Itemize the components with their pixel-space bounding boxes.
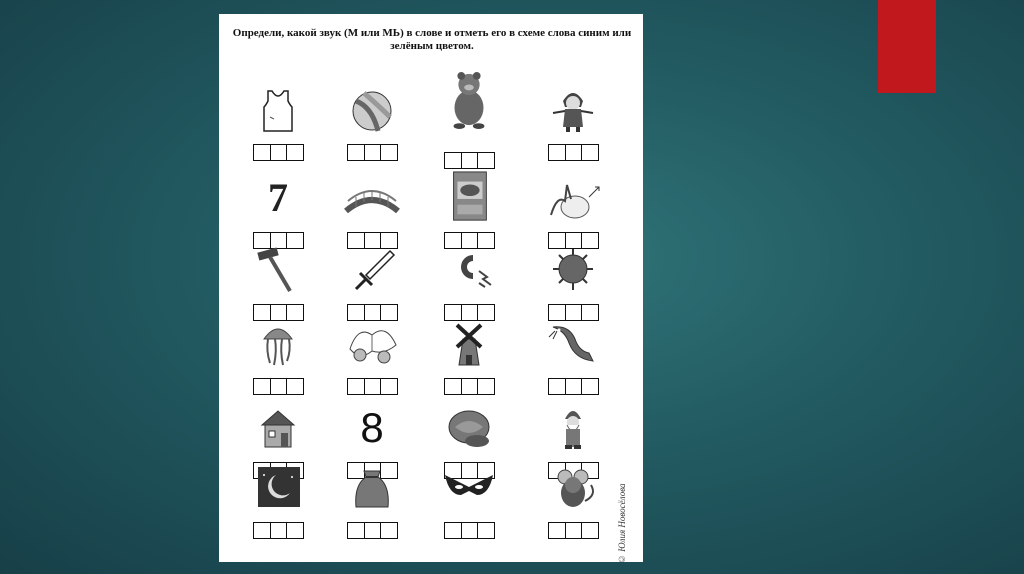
hammer-icon [248,246,308,294]
raspberry-icon [342,320,402,368]
item-seven [233,174,323,250]
item-raspberry [327,320,417,396]
bridge-icon [342,174,402,222]
sound-scheme[interactable] [253,378,304,395]
sound-scheme[interactable] [347,522,398,539]
item-windmill [424,320,514,396]
worksheet-title: Определи, какой звук (М или МЬ) в слове и отметь его в схеме слова синим или зелёным цветом. [232,27,632,52]
item-sword [327,246,417,322]
house-icon [248,404,308,452]
mask-icon [439,464,499,512]
item-magnet [424,246,514,322]
beach-ball-icon [342,86,402,134]
sound-scheme[interactable] [548,304,599,321]
sound-scheme[interactable] [548,144,599,161]
item-soap [424,169,514,245]
red-accent-bar [878,0,936,93]
bear-icon [439,70,499,130]
item-hammer [233,246,323,322]
item-mask [424,464,514,540]
catfish-icon [543,320,603,368]
sound-scheme[interactable] [548,378,599,395]
windmill-icon [439,320,499,368]
author-signature: © Юлия Новосёлова [617,483,627,564]
sound-scheme[interactable] [253,304,304,321]
sack-icon [342,464,402,512]
number-seven-icon: 7 [268,175,288,220]
gnome-icon [543,404,603,452]
mouse-icon [543,464,603,512]
item-moon [233,464,323,540]
item-tank-top [233,86,323,162]
magnet-icon [439,246,499,294]
sound-scheme[interactable] [347,144,398,161]
sound-scheme[interactable] [347,304,398,321]
number-eight-icon: 8 [360,404,384,451]
item-bear [424,72,514,148]
item-sack [327,464,417,540]
item-ball [327,86,417,162]
sound-scheme[interactable] [548,522,599,539]
sound-scheme[interactable] [444,304,495,321]
moon-night-icon [248,464,308,512]
sound-scheme[interactable] [253,522,304,539]
worksheet-page [219,14,643,562]
item-mouse [528,464,618,540]
spiked-ball-icon [543,246,603,294]
mouse-egg-icon [543,174,603,222]
jellyfish-icon [248,320,308,368]
sound-scheme[interactable] [444,522,495,539]
item-masha [528,86,618,162]
soap-box-icon [439,169,499,225]
sound-scheme[interactable] [444,378,495,395]
masha-girl-icon [543,86,603,134]
item-catfish [528,320,618,396]
sound-scheme[interactable] [347,378,398,395]
sound-scheme[interactable] [444,152,495,169]
item-jellyfish [233,320,323,396]
item-bridge [327,174,417,250]
tank-top-icon [248,86,308,134]
sound-scheme[interactable] [253,144,304,161]
sword-icon [342,246,402,294]
item-spiked-ball [528,246,618,322]
item-mouse-egg [528,174,618,250]
meat-roll-icon [439,404,499,452]
